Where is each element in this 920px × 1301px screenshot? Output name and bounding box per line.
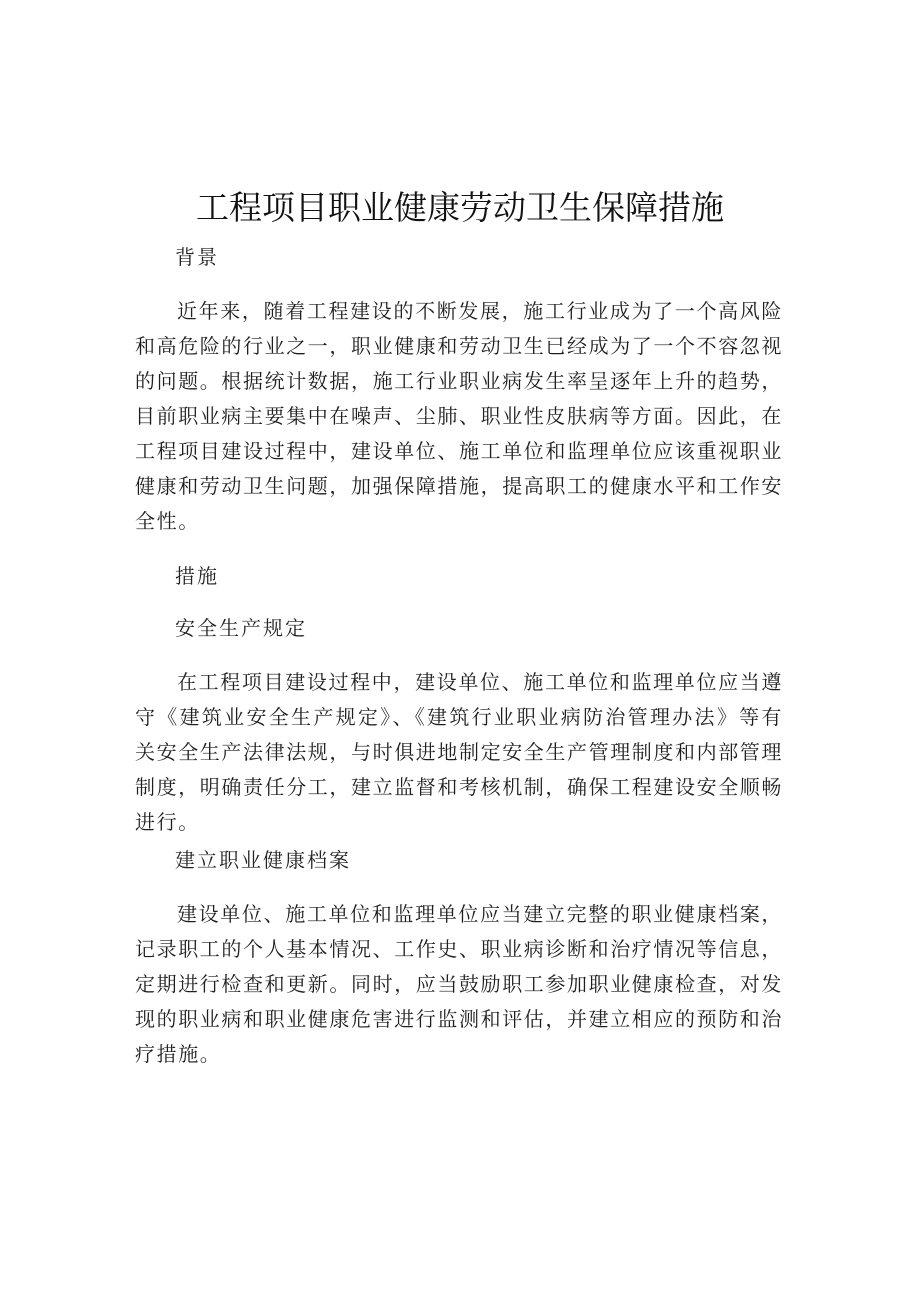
- section-heading-measures: 措施: [175, 564, 219, 588]
- paragraph-safety-rules: 在工程项目建设过程中，建设单位、施工单位和监理单位应当遵守《建筑业安全生产规定》、《建筑行业职业病防治管理办法》等有关安全生产法律法规，与时俱进地制定安全生产管理制度和内部管理制度，明确责任分工，建立监督和考核机制，确保工程建设安全顺畅进行。: [135, 670, 783, 834]
- subsection-heading-safety-rules: 安全生产规定: [175, 616, 307, 640]
- paragraph-background: 近年来，随着工程建设的不断发展，施工行业成为了一个高风险和高危险的行业之一，职业健康和劳动卫生已经成为了一个不容忽视的问题。根据统计数据，施工行业职业病发生率呈逐年上升的趋势，目前职业病主要集中在噪声、尘肺、职业性皮肤病等方面。因此，在工程项目建设过程中，建设单位、施工单位和监理单位应该重视职业健康和劳动卫生问题，加强保障措施，提高职工的健康水平和工作安全性。: [135, 299, 783, 533]
- section-heading-background: 背景: [175, 245, 219, 269]
- document-title: 工程项目职业健康劳动卫生保障措施: [196, 188, 724, 227]
- paragraph-health-records: 建设单位、施工单位和监理单位应当建立完整的职业健康档案，记录职工的个人基本情况、工作史、职业病诊断和治疗情况等信息，定期进行检查和更新。同时，应当鼓励职工参加职业健康检查，对发现的职业病和职业健康危害进行监测和评估，并建立相应的预防和治疗措施。: [135, 902, 783, 1066]
- subsection-heading-health-records: 建立职业健康档案: [175, 848, 351, 872]
